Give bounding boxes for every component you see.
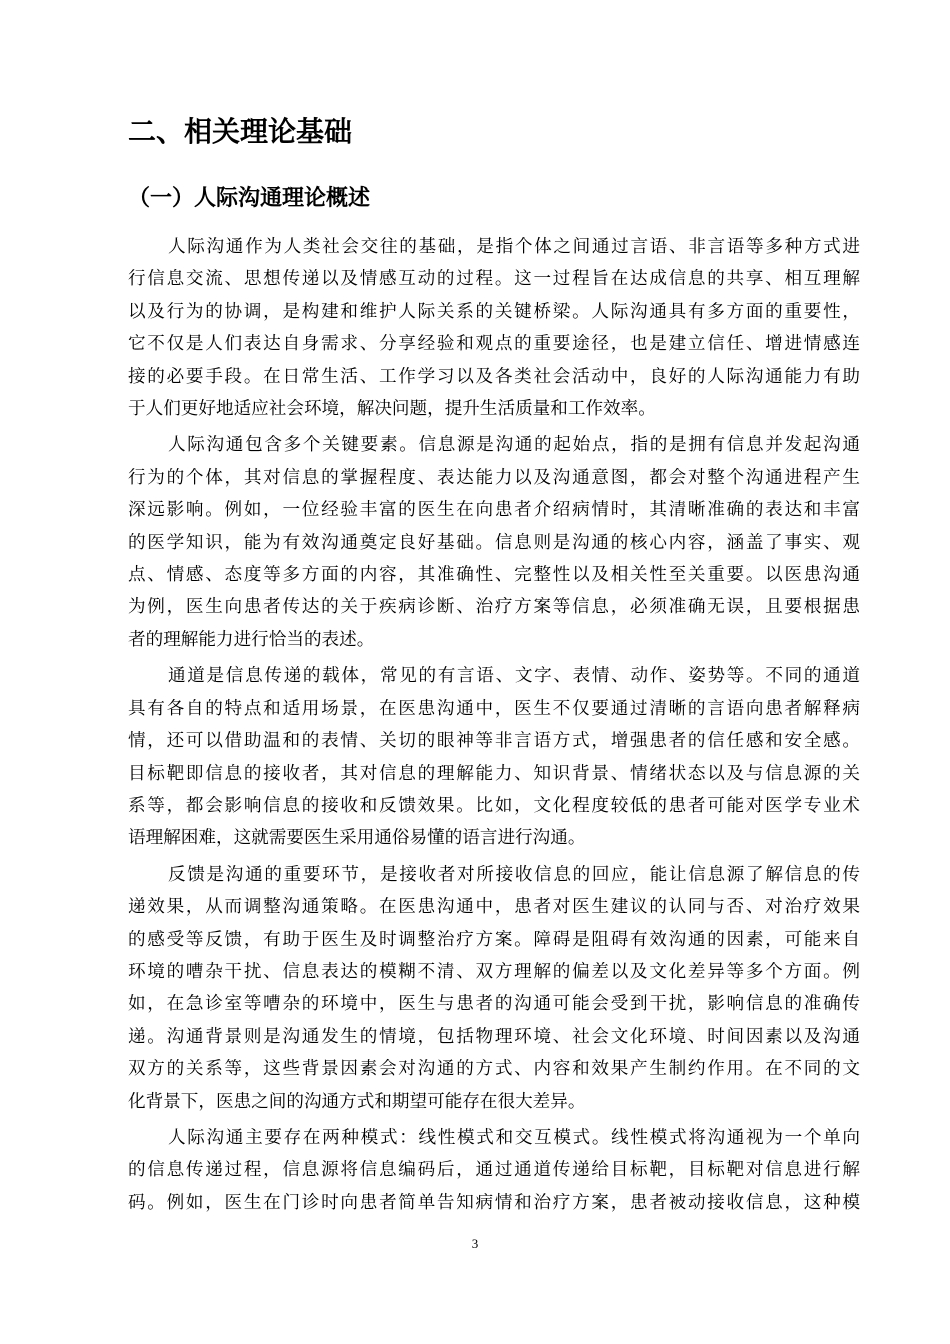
paragraph-line: 的信息传递过程，信息源将信息编码后，通过通道传递给目标靶，目标靶对信息进行解: [128, 1160, 860, 1181]
paragraph-line: 如，在急诊室等嘈杂的环境中，医生与患者的沟通可能会受到干扰，影响信息的准确传: [128, 994, 860, 1015]
paragraph-line: 人际沟通作为人类社会交往的基础，是指个体之间通过言语、非言语等多种方式进: [168, 237, 860, 257]
paragraph-line: 接的必要手段。在日常生活、工作学习以及各类社会活动中，良好的人际沟通能力有助: [128, 366, 860, 387]
paragraph-line: 者的理解能力进行恰当的表述。: [128, 629, 375, 650]
section-title: 二、相关理论基础: [128, 115, 353, 148]
paragraph-line: 具有各自的特点和适用场景，在医患沟通中，医生不仅要通过清晰的言语向患者解释病: [128, 698, 860, 719]
paragraph-line: 码。例如，医生在门诊时向患者简单告知病情和治疗方案，患者被动接收信息，这种模: [128, 1192, 860, 1213]
paragraph-line: 行信息交流、思想传递以及情感互动的过程。这一过程旨在达成信息的共享、相互理解: [128, 269, 860, 290]
paragraph: [128, 859, 860, 1118]
paragraph-line: 通道是信息传递的载体，常见的有言语、文字、表情、动作、姿势等。不同的通道: [168, 666, 860, 687]
paragraph-line: 系等，都会影响信息的接收和反馈效果。比如，文化程度较低的患者可能对医学专业术: [128, 795, 860, 816]
paragraph-line: 点、情感、态度等多方面的内容，其准确性、完整性以及相关性至关重要。以医患沟通: [128, 565, 860, 586]
paragraph-line: 情，还可以借助温和的表情、关切的眼神等非言语方式，增强患者的信任感和安全感。: [128, 731, 860, 752]
paragraph-line: 递。沟通背景则是沟通发生的情境，包括物理环境、社会文化环境、时间因素以及沟通: [128, 1026, 860, 1047]
subsection-title: （一）人际沟通理论概述: [128, 186, 371, 211]
paragraph-line: 递效果，从而调整沟通策略。在医患沟通中，患者对医生建议的认同与否、对治疗效果: [128, 897, 860, 918]
paragraph-line: 目标靶即信息的接收者，其对信息的理解能力、知识背景、情绪状态以及与信息源的关: [128, 763, 860, 784]
body-text: [128, 231, 860, 1223]
paragraph-line: 的医学知识，能为有效沟通奠定良好基础。信息则是沟通的核心内容，涵盖了事实、观: [128, 532, 860, 553]
paragraph: [128, 1122, 860, 1219]
paragraph-line: 化背景下，医患之间的沟通方式和期望可能存在很大差异。: [128, 1091, 586, 1112]
paragraph: [128, 231, 860, 425]
paragraph-line: 为例，医生向患者传达的关于疾病诊断、治疗方案等信息，必须准确无误，且要根据患: [128, 597, 860, 618]
paragraph-line: 人际沟通主要存在两种模式：线性模式和交互模式。线性模式将沟通视为一个单向: [168, 1127, 860, 1148]
paragraph-line: 环境的嘈杂干扰、信息表达的模糊不清、双方理解的偏差以及文化差异等多个方面。例: [128, 961, 860, 982]
page-number: 3: [471, 1236, 479, 1251]
paragraph-line: 行为的个体，其对信息的掌握程度、表达能力以及沟通意图，都会对整个沟通进程产生: [128, 467, 860, 488]
paragraph-line: 于人们更好地适应社会环境，解决问题，提升生活质量和工作效率。: [128, 399, 656, 420]
paragraph-line: 以及行为的协调，是构建和维护人际关系的关键桥梁。人际沟通具有多方面的重要性，: [128, 301, 860, 322]
paragraph-line: 人际沟通包含多个关键要素。信息源是沟通的起始点，指的是拥有信息并发起沟通: [168, 435, 860, 456]
paragraph-line: 语理解困难，这就需要医生采用通俗易懂的语言进行沟通。: [128, 828, 586, 849]
paragraph-line: 深远影响。例如，一位经验丰富的医生在向患者介绍病情时，其清晰准确的表达和丰富: [128, 500, 860, 521]
paragraph-line: 它不仅是人们表达自身需求、分享经验和观点的重要途径，也是建立信任、增进情感连: [128, 334, 860, 355]
paragraph: [128, 429, 860, 656]
paragraph: [128, 660, 860, 854]
paragraph-line: 双方的关系等，这些背景因素会对沟通的方式、内容和效果产生制约作用。在不同的文: [128, 1059, 860, 1080]
paragraph-line: 的感受等反馈，有助于医生及时调整治疗方案。障碍是阻碍有效沟通的因素，可能来自: [128, 929, 860, 950]
paragraph-line: 反馈是沟通的重要环节，是接收者对所接收信息的回应，能让信息源了解信息的传: [168, 864, 860, 885]
